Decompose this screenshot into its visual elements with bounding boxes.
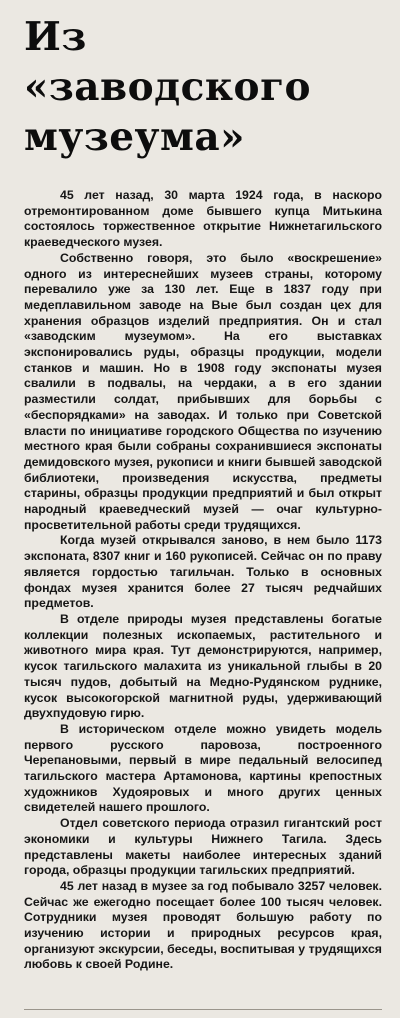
article-headline [24, 12, 382, 164]
headline-line-3: музеума» [24, 114, 246, 160]
headline-line-1: Из [24, 14, 87, 60]
paragraph-soviet-department: Отдел советского периода отразил гигантский рост экономики и культуры Нижнего Тагила. Здесь представлены макеты наиболее интересных зданий города, образцы продукции тагильских предприятий. [24, 816, 382, 878]
article-body [24, 188, 382, 973]
paragraph-reopening: Когда музей открывался заново, в нем было 1173 экспоната, 8307 книг и 160 рукописей. Сейчас он по праву является гордостью тагильчан. Только в основных фондах музея хранится более 27 тысяч редчайших предметов. [24, 533, 382, 611]
paragraph-nature-department: В отделе природы музея представлены богатые коллекции полезных ископаемых, растительного и животного мира края. Тут демонстрируются, например, кусок тагильского малахита из уникальной глыбы в 20 тысяч пудов, добытый на Медно-Рудянском руднике, кусок высокогорской магнитной руды, удерживающий двухпудовую гирю. [24, 611, 382, 721]
headline-line-2: «заводского [24, 64, 311, 110]
paragraph-visitors: 45 лет назад в музее за год побывало 3257 человек. Сейчас же ежегодно посещает более 100 тысяч человек. Сотрудники музея проводят большую работу по изучению истории и природных ресурсов края, организуют экскурсии, беседы, воспитывая у трудящихся любовь к своей Родине. [24, 878, 382, 972]
paragraph-opening: 45 лет назад, 30 марта 1924 года, в наскоро отремонтированном доме бывшего купца Митькина состоялось торжественное открытие Нижнетагильского краеведческого музея. [24, 188, 382, 250]
paragraph-history-department: В историческом отделе можно увидеть модель первого русского паровоза, построенного Черепановыми, первый в мире педальный велосипед тагильского мастера Артамонова, картины крепостных художников Худояровых и много других ценных свидетелей нашего прошлого. [24, 721, 382, 815]
paragraph-history: Собственно говоря, это было «воскрешение» одного из интереснейших музеев страны, которому перевалило уже за 130 лет. Еще в 1837 году при медеплавильном заводе на Вые был создан цех для хранения образцов изделий предприятия. Он и стал «заводским музеумом». На его выставках экспонировались руды, образцы продукции, модели станков и машин. Но в 1908 году экспонаты музея свалили в подвалы, на чердаки, а в его здании разместили солдат, прибывших для борьбы с «беспорядками» на заводах. И только при Советской власти по инициативе городского Общества по изучению местного края были собраны сохранившиеся экспонаты демидовского музея, рукописи и книги бывшей заводской библиотеки, произведения искусства, предметы старины, образцы продукции предприятий и был открыт народный краеведческий музей — очаг культурно-просветительной работы среди трудящихся. [24, 250, 382, 532]
bottom-divider [24, 1009, 382, 1010]
